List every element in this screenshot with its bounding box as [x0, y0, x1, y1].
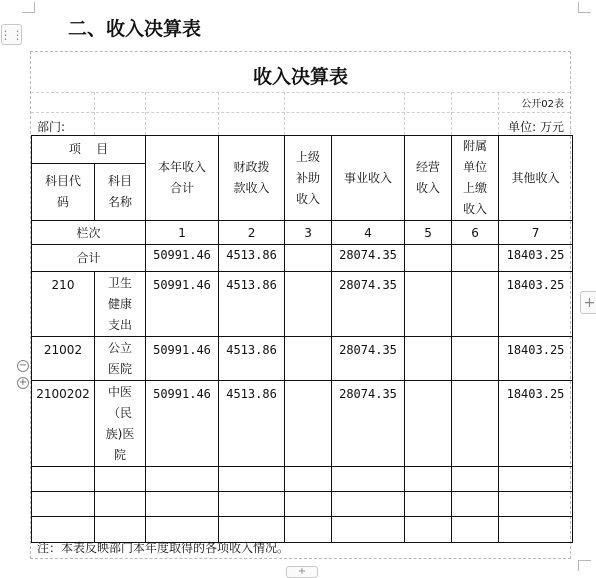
add-column-icon[interactable]: +: [580, 291, 596, 314]
table-cell: [405, 272, 452, 337]
empty-cell: [95, 467, 146, 492]
form-number: 公开02表: [521, 99, 564, 110]
column-number: 4: [332, 221, 405, 245]
table-row: [32, 381, 573, 467]
table-cell: 28074.35: [332, 337, 405, 381]
subject-name-cell: 中医（民族)医院: [95, 381, 146, 467]
grid-guide: [218, 92, 219, 135]
table-cell: [285, 337, 332, 381]
table-cell: [452, 381, 499, 467]
row-insert-icon[interactable]: +: [18, 377, 28, 388]
table-cell: 50991.46: [146, 381, 219, 467]
table-cell: 4513.86: [219, 272, 285, 337]
column-number: 5: [405, 221, 452, 245]
column-label: 栏次: [32, 221, 146, 245]
subject-name-cell: 公立医院: [95, 337, 146, 381]
table-cell: [285, 272, 332, 337]
grid-guide: [94, 92, 95, 135]
subject-code-header: 科目代码: [32, 164, 95, 221]
empty-cell: [405, 492, 452, 517]
table-cell: 50991.46: [146, 272, 219, 337]
empty-cell: [219, 467, 285, 492]
empty-cell: [219, 492, 285, 517]
total-income-header: 本年收入合计: [146, 136, 219, 221]
empty-cell: [32, 492, 95, 517]
column-number: 6: [452, 221, 499, 245]
table-cell: 18403.25: [499, 272, 573, 337]
table-cell: 50991.46: [146, 245, 219, 272]
page-corner-mark-top-left: [22, 2, 35, 13]
empty-cell: [452, 492, 499, 517]
income-table: [31, 135, 573, 543]
empty-cell: [499, 492, 573, 517]
table-cell: [452, 272, 499, 337]
subject-code-cell: 21002: [32, 337, 95, 381]
empty-row: [32, 467, 573, 492]
operating-income-header: 经营收入: [405, 136, 452, 221]
grid-guide: [31, 112, 570, 113]
empty-cell: [146, 467, 219, 492]
grid-guide: [498, 92, 499, 135]
table-row: [32, 272, 573, 337]
superior-subsidy-header: 上级补助收入: [285, 136, 332, 221]
total-label: 合计: [32, 245, 146, 272]
empty-cell: [452, 517, 499, 543]
empty-cell: [95, 492, 146, 517]
affiliated-remit-header: 附属单位上缴收入: [452, 136, 499, 221]
empty-cell: [146, 492, 219, 517]
unit-label: 单位: 万元: [508, 120, 564, 134]
grid-guide: [145, 92, 146, 135]
empty-cell: [452, 467, 499, 492]
empty-cell: [332, 467, 405, 492]
empty-cell: [499, 517, 573, 543]
other-income-header: 其他收入: [499, 136, 573, 221]
row-remove-icon[interactable]: −: [18, 360, 28, 371]
column-number: 3: [285, 221, 332, 245]
table-cell: [405, 381, 452, 467]
section-heading: 二、收入决算表: [68, 18, 202, 40]
subject-name-cell: 卫生健康支出: [95, 272, 146, 337]
table-cell: [405, 337, 452, 381]
empty-cell: [32, 467, 95, 492]
empty-row: [32, 492, 573, 517]
table-cell: 18403.25: [499, 245, 573, 272]
table-cell: 4513.86: [219, 381, 285, 467]
table-title: 收入决算表: [252, 66, 348, 88]
income-statement-table-region: [30, 51, 571, 559]
project-header: 项 目: [32, 136, 146, 164]
table-cell: 28074.35: [332, 245, 405, 272]
table-cell: 50991.46: [146, 337, 219, 381]
empty-cell: [332, 492, 405, 517]
empty-cell: [499, 467, 573, 492]
department-label: 部门:: [37, 120, 66, 134]
fiscal-appropriation-header: 财政拨款收入: [219, 136, 285, 221]
table-drag-handle-icon[interactable]: ⋮⋮: [1, 24, 22, 45]
table-note: 注：本表反映部门本年度取得的各项收入情况。: [37, 541, 290, 555]
table-cell: [452, 337, 499, 381]
grid-guide: [451, 92, 452, 135]
header-row: [32, 136, 573, 164]
table-cell: 4513.86: [219, 245, 285, 272]
table-cell: 28074.35: [332, 381, 405, 467]
empty-cell: [285, 467, 332, 492]
subject-code-cell: 2100202: [32, 381, 95, 467]
table-row: [32, 337, 573, 381]
empty-cell: [332, 517, 405, 543]
page-corner-mark-bottom-right: [578, 560, 591, 571]
grid-guide: [31, 92, 570, 93]
grid-guide: [404, 92, 405, 135]
subject-code-cell: 210: [32, 272, 95, 337]
business-income-header: 事业收入: [332, 136, 405, 221]
empty-cell: [405, 517, 452, 543]
column-number-row: [32, 221, 573, 245]
page-corner-mark-top-right: [578, 2, 591, 13]
column-number: 1: [146, 221, 219, 245]
subject-name-header: 科目名称: [95, 164, 146, 221]
column-number: 2: [219, 221, 285, 245]
table-cell: [285, 381, 332, 467]
table-cell: 18403.25: [499, 381, 573, 467]
table-cell: [405, 245, 452, 272]
table-cell: 4513.86: [219, 337, 285, 381]
table-cell: 28074.35: [332, 272, 405, 337]
table-cell: [452, 245, 499, 272]
column-number: 7: [499, 221, 573, 245]
table-cell: [285, 245, 332, 272]
add-row-icon[interactable]: +: [286, 566, 318, 578]
empty-cell: [285, 517, 332, 543]
empty-cell: [405, 467, 452, 492]
empty-cell: [285, 492, 332, 517]
grid-guide: [284, 92, 285, 135]
table-cell: 18403.25: [499, 337, 573, 381]
total-row: [32, 245, 573, 272]
